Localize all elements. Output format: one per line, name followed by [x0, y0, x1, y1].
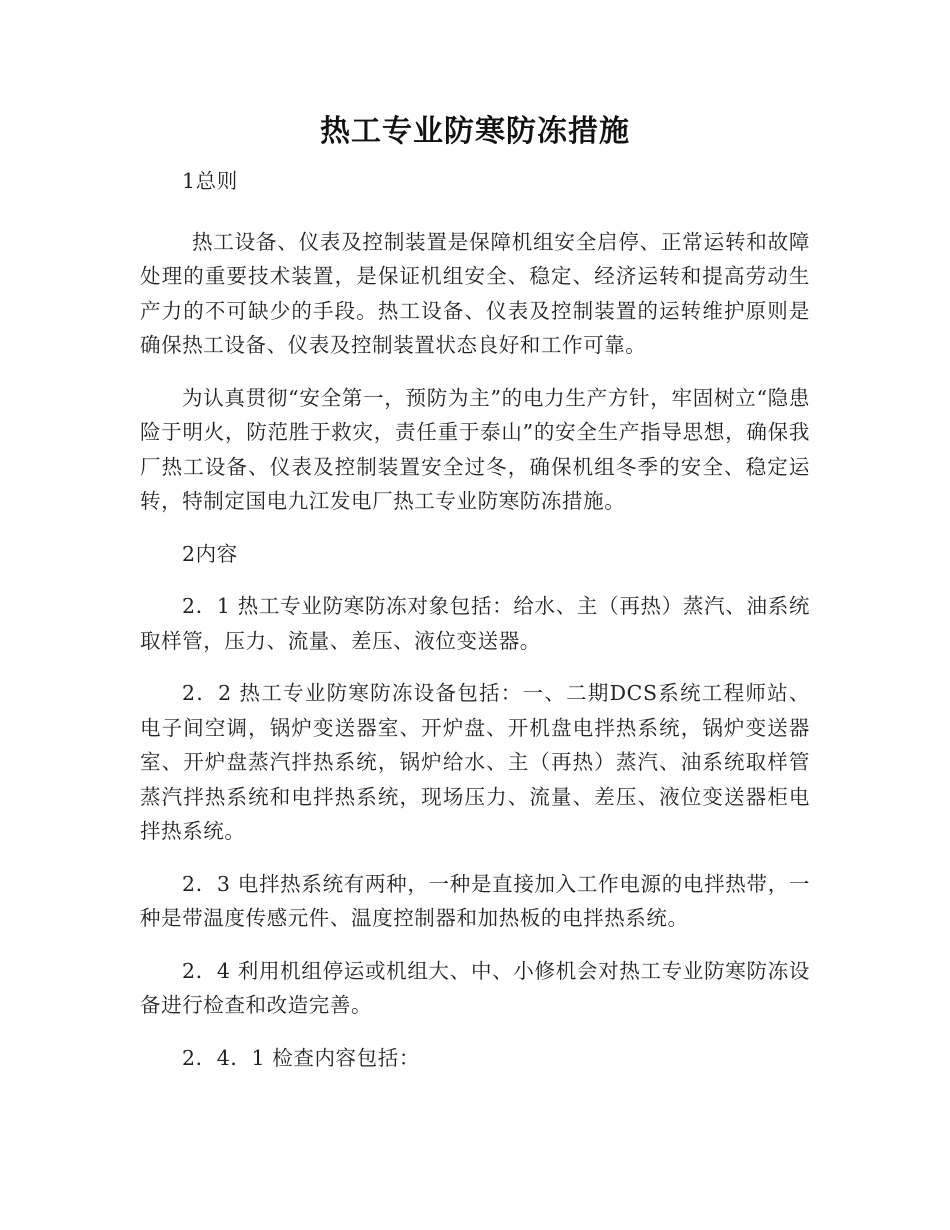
document-body: [140, 164, 810, 1075]
clause-2-3: 2．3 电拌热系统有两种，一种是直接加入工作电源的电拌热带，一种是带温度传感元件、温度控制器和加热板的电拌热系统。: [140, 871, 810, 930]
clause-2-2: 2．2 热工专业防寒防冻设备包括：一、二期DCS系统工程师站、电子间空调，锅炉变送器室、开炉盘、开机盘电拌热系统，锅炉变送器室、开炉盘蒸汽拌热系统，锅炉给水、主（再热）蒸汽、油系统取样管蒸汽拌热系统和电拌热系统，现场压力、流量、差压、液位变送器柜电拌热系统。: [140, 681, 810, 843]
clause-2-1: 2．1 热工专业防寒防冻对象包括：给水、主（再热）蒸汽、油系统取样管，压力、流量、差压、液位变送器。: [140, 594, 810, 653]
clause-2-4-1: 2．4．1 检查内容包括：: [182, 1045, 420, 1070]
document-title: 热工专业防寒防冻措施: [320, 114, 630, 149]
section-1-paragraph-1: 热工设备、仪表及控制装置是保障机组安全启停、正常运转和故障处理的重要技术装置，是保证机组安全、稳定、经济运转和提高劳动生产力的不可缺少的手段。热工设备、仪表及控制装置的运转维护原则是确保热工设备、仪表及控制装置状态良好和工作可靠。: [140, 229, 810, 357]
section-1-heading: 1总则: [182, 169, 238, 193]
section-2-heading: 2内容: [182, 541, 238, 566]
clause-2-4: 2．4 利用机组停运或机组大、中、小修机会对热工专业防寒防冻设备进行检查和改造完善。: [140, 958, 810, 1017]
section-1-paragraph-2: 为认真贯彻“安全第一，预防为主”的电力生产方针，牢固树立“隐患险于明火，防范胜于救灾，责任重于泰山”的安全生产指导思想，确保我厂热工设备、仪表及控制装置安全过冬，确保机组冬季的安全、稳定运转，特制定国电九江发电厂热工专业防寒防冻措施。: [140, 385, 810, 513]
